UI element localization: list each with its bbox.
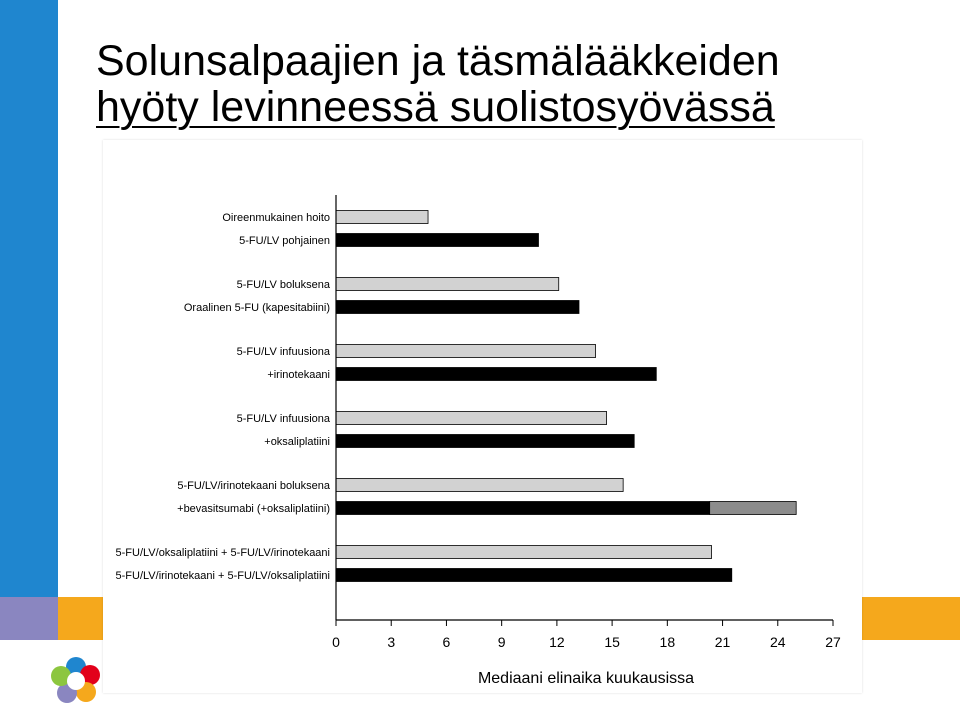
bar-2 (336, 234, 538, 247)
bar-8 (336, 435, 634, 448)
bar-12 (336, 569, 732, 582)
chart-panel (103, 140, 862, 693)
x-tick-label-3: 3 (387, 634, 396, 650)
category-label-3: 5-FU/LV boluksena (236, 279, 330, 291)
x-tick-label-12: 12 (549, 634, 565, 650)
category-label-2: 5-FU/LV pohjainen (239, 235, 330, 247)
category-label-5: 5-FU/LV infuusiona (236, 346, 330, 358)
bar-6 (336, 368, 656, 381)
survival-bar-chart (103, 140, 862, 693)
x-tick-label-9: 9 (497, 634, 506, 650)
x-tick-label-24: 24 (769, 634, 786, 650)
bar-11 (336, 546, 712, 559)
flower-logo-graphic (50, 655, 102, 707)
category-label-8: +oksaliplatiini (264, 436, 330, 448)
category-label-12: 5-FU/LV/irinotekaani + 5-FU/LV/oksaliplatiini (115, 570, 330, 582)
category-label-11: 5-FU/LV/oksaliplatiini + 5-FU/LV/irinotekaani (115, 547, 330, 559)
bar-4 (336, 301, 579, 314)
x-tick-label-15: 15 (604, 634, 620, 650)
bar-3 (336, 278, 559, 291)
left-accent-bar-blue (0, 0, 58, 597)
category-label-7: 5-FU/LV infuusiona (236, 413, 330, 425)
x-tick-label-18: 18 (659, 634, 676, 650)
category-label-6: +irinotekaani (267, 369, 330, 381)
bar-9 (336, 479, 623, 492)
slide-title-line-2: hyöty levinneessä suolistosyövässä (96, 83, 775, 131)
category-label-4: Oraalinen 5-FU (kapesitabiini) (183, 302, 330, 314)
category-label-1: Oireenmukainen hoito (222, 212, 330, 224)
flower-logo-icon (50, 655, 102, 707)
bars-group (336, 211, 796, 582)
bar-1 (336, 211, 428, 224)
x-tick-label-0: 0 (332, 634, 340, 650)
bar-5 (336, 345, 596, 358)
slide-title-line-1: Solunsalpaajien ja täsmälääkkeiden (96, 37, 780, 85)
slide-title (96, 38, 780, 130)
x-axis-label: Mediaani elinaika kuukausissa (477, 670, 695, 687)
category-label-9: 5-FU/LV/irinotekaani boluksena (177, 480, 330, 492)
category-label-10: +bevasitsumabi (+oksaliplatiini) (177, 503, 330, 515)
x-tick-label-27: 27 (825, 634, 841, 650)
category-labels-group (116, 212, 331, 582)
bar-10 (336, 502, 710, 515)
left-accent-bar-purple (0, 597, 58, 640)
bar-10-extension (710, 502, 797, 515)
x-tick-label-21: 21 (714, 634, 731, 650)
x-tick-label-6: 6 (442, 634, 451, 650)
x-ticks-group (332, 620, 841, 650)
bar-7 (336, 412, 607, 425)
